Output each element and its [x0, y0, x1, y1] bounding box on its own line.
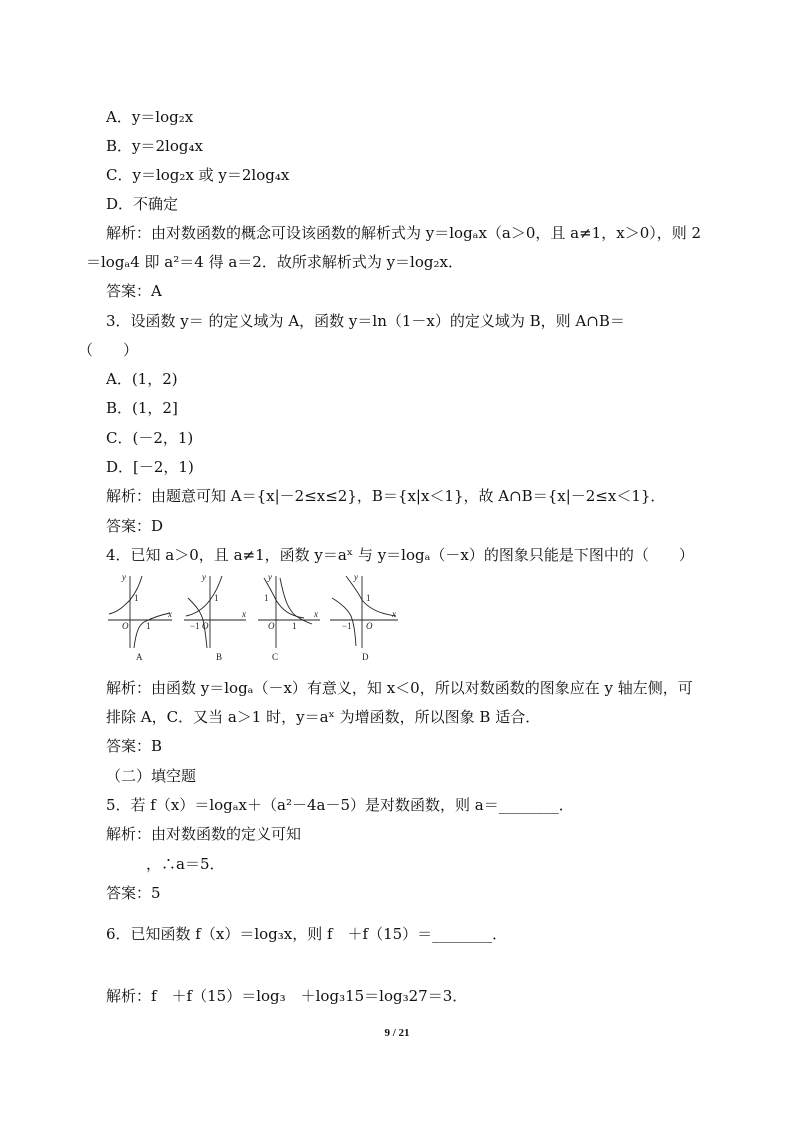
option-d: D．不确定 — [106, 195, 179, 213]
graph-b-y-label: y — [202, 572, 206, 582]
graph-b-one: 1 — [214, 593, 219, 603]
graph-c-log-curve — [280, 578, 312, 624]
option-a: A．(1，2) — [106, 370, 178, 388]
graph-d-exp-curve — [346, 576, 396, 616]
analysis-line: ，∴a＝5． — [146, 855, 225, 873]
graph-c-x-label: x — [314, 609, 318, 619]
analysis-line: 排除 A，C．又当 a＞1 时，y＝aˣ 为增函数，所以图象 B 适合． — [106, 708, 541, 726]
option-b: B．y＝2log₄x — [106, 137, 203, 155]
answer-line: 答案：D — [106, 517, 164, 535]
option-c: C．(－2，1) — [106, 429, 194, 447]
graph-d-origin: O — [366, 621, 373, 631]
graph-a-x-one: 1 — [146, 621, 151, 631]
option-a: A．y＝log₂x — [106, 108, 194, 126]
graph-b-neg-one: −1 — [190, 621, 200, 631]
analysis-line: 解析：f ＋f（15）＝log₃ ＋log₃15＝log₃27＝3． — [106, 987, 468, 1005]
graph-a-y-label: y — [122, 572, 126, 582]
graph-d-one: 1 — [366, 593, 371, 603]
function-graphs-figure — [106, 570, 406, 664]
graph-d-neg-one: −1 — [342, 621, 352, 631]
graph-c-y-label: y — [268, 572, 272, 582]
question-4: 4．已知 a＞0，且 a≠1，函数 y＝aˣ 与 y＝logₐ（－x）的图象只能是下图中的（ ） — [106, 546, 694, 564]
graph-b-label: B — [216, 652, 223, 662]
graph-b-origin: O — [202, 621, 209, 631]
analysis-line: ＝logₐ4 即 a²＝4 得 a＝2．故所求解析式为 y＝log₂x． — [86, 253, 463, 271]
graph-a-log-curve — [134, 613, 170, 648]
option-c: C．y＝log₂x 或 y＝2log₄x — [106, 166, 290, 184]
graph-c-one: 1 — [264, 593, 269, 603]
option-b: B．(1，2] — [106, 399, 178, 417]
analysis-line: 解析：由函数 y＝logₐ（－x）有意义，知 x＜0，所以对数函数的图象应在 y 轴左侧，可 — [106, 679, 693, 697]
graph-a-one: 1 — [134, 593, 139, 603]
graph-d-x-label: x — [392, 609, 396, 619]
page-number: 9 / 21 — [384, 1027, 410, 1039]
section-heading: （二）填空题 — [106, 767, 197, 785]
option-d: D．[－2，1) — [106, 458, 194, 476]
answer-line: 答案：5 — [106, 884, 161, 902]
analysis-line: 解析：由对数函数的定义可知 — [106, 825, 302, 843]
graph-c-label: C — [272, 652, 279, 662]
graph-a-label: A — [136, 652, 143, 662]
question-5: 5．若 f（x）＝logₐx＋（a²－4a－5）是对数函数，则 a＝________． — [106, 796, 574, 814]
question-6: 6．已知函数 f（x）＝log₃x，则 f ＋f（15）＝________． — [106, 925, 508, 943]
graph-a-origin: O — [122, 621, 129, 631]
question-3-bracket: （ ） — [78, 341, 139, 359]
question-3: 3．设函数 y＝ 的定义域为 A，函数 y＝ln（1－x）的定义域为 B，则 A∩B＝ — [106, 312, 625, 330]
answer-line: 答案：B — [106, 737, 163, 755]
graph-c-x-one: 1 — [292, 621, 297, 631]
analysis-line: 解析：由题意可知 A＝{x|－2≤x≤2}，B＝{x|x＜1}，故 A∩B＝{x|－2≤x＜1}． — [106, 487, 666, 505]
graph-b-x-label: x — [242, 609, 246, 619]
graph-d-label: D — [362, 652, 369, 662]
graph-c-exp-curve — [264, 578, 304, 618]
analysis-line: 解析：由对数函数的概念可设该函数的解析式为 y＝logₐx（a＞0，且 a≠1，x＞0），则 2 — [106, 224, 702, 242]
graph-a-x-label: x — [168, 609, 172, 619]
graph-d-y-label: y — [354, 572, 358, 582]
graph-c-origin: O — [268, 621, 275, 631]
answer-line: 答案：A — [106, 282, 162, 300]
